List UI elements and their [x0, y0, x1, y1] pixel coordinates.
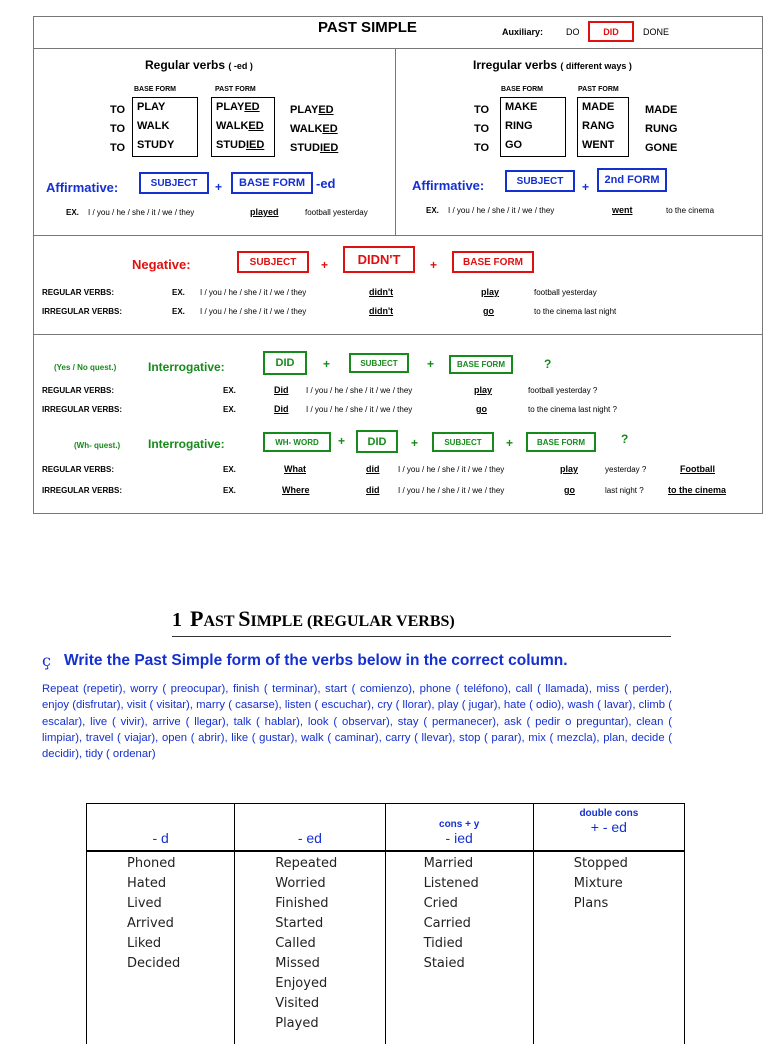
yesno-label: Interrogative:	[148, 360, 225, 374]
aux-done: DONE	[643, 27, 670, 37]
wh-label: Interrogative:	[148, 437, 225, 451]
ex-label: EX.	[426, 206, 439, 215]
row-label: REGULAR VERBS:	[42, 288, 115, 297]
aux: Did	[274, 385, 289, 395]
verb: go	[476, 404, 487, 414]
wh-base-form-box: BASE FORM	[526, 432, 596, 452]
column-header: - d	[87, 804, 235, 852]
wh-did-box: DID	[356, 430, 398, 453]
ex-label: EX.	[172, 288, 185, 297]
wh-prefix: (Wh- quest.)	[74, 441, 121, 450]
aux: did	[366, 485, 380, 495]
example-verb: went	[612, 205, 633, 215]
verb: play	[481, 287, 500, 297]
exercise-title: 1 PAST SIMPLE (REGULAR VERBS)	[172, 606, 455, 631]
negative-base-form-box: BASE FORM	[452, 251, 534, 273]
row-label: IRREGULAR VERBS:	[42, 405, 123, 414]
divider	[395, 48, 396, 235]
regular-base-form-box: BASE FORM	[231, 172, 313, 194]
answer: to the cinema	[668, 485, 727, 495]
irregular-base-label: BASE FORM	[501, 86, 543, 93]
regular-subject-box: SUBJECT	[139, 172, 209, 194]
irregular-past-box: MADE RANG WENT	[577, 97, 629, 157]
auxiliary-label: Auxiliary:	[502, 27, 544, 37]
row-label: IRREGULAR VERBS:	[42, 307, 123, 316]
irregular-base-box: MAKE RING GO	[500, 97, 566, 157]
yesno-subject-box: SUBJECT	[349, 353, 409, 373]
wh-word: Where	[282, 485, 310, 495]
column-header: cons + y - ied	[385, 804, 533, 852]
divider	[33, 235, 763, 236]
pronouns: I / you / he / she / it / we / they	[200, 288, 307, 297]
plus-sign: +	[323, 357, 331, 371]
aux: did	[366, 464, 380, 474]
regular-affirmative-label: Affirmative:	[46, 180, 119, 195]
answer-table	[86, 803, 685, 1044]
irregular-title: Irregular verbs ( different ways )	[473, 58, 632, 72]
wh-word: What	[284, 464, 306, 474]
plus-sign: +	[215, 180, 223, 194]
row-label: IRREGULAR VERBS:	[42, 486, 123, 495]
to-column: TO TO TO	[474, 104, 490, 154]
regular-participle-column: PLAYED WALKED STUDIED	[290, 104, 339, 154]
rest: football yesterday	[534, 288, 597, 297]
pronouns: I / you / he / she / it / we / they	[448, 206, 555, 215]
pronouns: I / you / he / she / it / we / they	[306, 386, 413, 395]
question-mark: ?	[621, 432, 629, 446]
yesno-prefix: (Yes / No quest.)	[54, 363, 117, 372]
table-header-row	[87, 804, 685, 852]
rest: football yesterday ?	[528, 386, 598, 395]
column-header: - ed	[235, 804, 385, 852]
pronouns: I / you / he / she / it / we / they	[398, 486, 505, 495]
irregular-affirmative-label: Affirmative:	[412, 178, 485, 193]
negative-label: Negative:	[132, 257, 191, 272]
irregular-subject-box: SUBJECT	[505, 170, 575, 192]
ex-label: EX.	[223, 386, 236, 395]
title-rule	[172, 636, 671, 637]
rest: yesterday ?	[605, 465, 647, 474]
plus-sign: +	[321, 258, 329, 272]
negative-subject-box: SUBJECT	[237, 251, 309, 273]
table-body-row	[87, 851, 685, 1044]
ex-label: EX.	[223, 465, 236, 474]
ex-label: EX.	[66, 208, 79, 217]
column-ied-cell: Married Listened Cried Carried Tidied Staied	[385, 851, 533, 1044]
aux: Did	[274, 404, 289, 414]
column-ed-cell: Repeated Worried Finished Started Called Missed Enjoyed Visited Played	[235, 851, 385, 1044]
wh-subject-box: SUBJECT	[432, 432, 494, 452]
regular-past-box: PLAYED WALKED STUDIED	[211, 97, 275, 157]
plus-sign: +	[430, 258, 438, 272]
verb: play	[560, 464, 579, 474]
verb-list: Repeat (repetir), worry ( preocupar), finish ( terminar), start ( comienzo), phone ( teléfono), call ( llamada), miss ( perder), enjoy (disfrutar), visit ( visitar), marry ( casarse), listen ( escuchar), cry ( llorar), play ( jugar), hate ( odio), wash ( lavar), climb ( escalar), live ( vivir), arrive ( llegar), talk ( hablar), look ( observar), stay ( permanecer), ask ( pedir o preguntar), clean ( limpiar), travel ( viajar), open ( abrir), like ( gustar), walk ( caminar), carry ( llevar), stop ( parar), mix ( mezcla), plan, decide ( decidir), tidy ( ordenar)	[42, 683, 672, 761]
irregular-participle-column: MADE RUNG GONE	[645, 104, 678, 154]
plus-sign: +	[506, 436, 514, 450]
row-label: REGULAR VERBS:	[42, 386, 115, 395]
aux-do: DO	[566, 27, 580, 37]
bullet-icon: ç	[42, 651, 51, 670]
regular-suffix: -ed	[316, 176, 336, 191]
plus-sign: +	[411, 436, 419, 450]
example-rest: football yesterday	[305, 208, 368, 217]
rest: to the cinema last night ?	[528, 405, 617, 414]
divider	[33, 48, 763, 49]
irregular-second-form-box: 2nd FORM	[597, 168, 667, 192]
negative-didnt-box: DIDN'T	[343, 246, 415, 273]
answer: Football	[680, 464, 715, 474]
verb: go	[483, 306, 494, 316]
plus-sign: +	[427, 357, 435, 371]
irregular-past-label: PAST FORM	[578, 86, 619, 93]
ex-label: EX.	[223, 405, 236, 414]
aux-did-box: DID	[588, 21, 634, 42]
plus-sign: +	[582, 180, 590, 194]
verb: play	[474, 385, 493, 395]
ex-label: EX.	[223, 486, 236, 495]
column-d-cell: Phoned Hated Lived Arrived Liked Decided	[87, 851, 235, 1044]
plus-sign: +	[338, 434, 346, 448]
column-header: double cons + - ed	[533, 804, 684, 852]
exercise-instruction: Write the Past Simple form of the verbs below in the correct column.	[64, 652, 568, 669]
rest: to the cinema last night	[534, 307, 617, 316]
column-double-cons-cell: Stopped Mixture Plans	[533, 851, 684, 1044]
aux: didn't	[369, 306, 394, 316]
wh-word-box: WH- WORD	[263, 432, 331, 452]
regular-past-label: PAST FORM	[215, 86, 256, 93]
example-rest: to the cinema	[666, 206, 715, 215]
row-label: REGULAR VERBS:	[42, 465, 115, 474]
to-column: TO TO TO	[110, 104, 126, 154]
pronouns: I / you / he / she / it / we / they	[200, 307, 307, 316]
regular-base-label: BASE FORM	[134, 86, 176, 93]
rest: last night ?	[605, 486, 644, 495]
yesno-did-box: DID	[263, 351, 307, 375]
regular-base-box: PLAY WALK STUDY	[132, 97, 198, 157]
aux: didn't	[369, 287, 394, 297]
example-verb: played	[250, 207, 279, 217]
pronouns: I / you / he / she / it / we / they	[306, 405, 413, 414]
question-mark: ?	[544, 357, 552, 371]
yesno-base-form-box: BASE FORM	[449, 355, 513, 374]
ex-label: EX.	[172, 307, 185, 316]
pronouns: I / you / he / she / it / we / they	[398, 465, 505, 474]
regular-title: Regular verbs ( -ed )	[145, 58, 253, 72]
divider	[33, 334, 763, 335]
pronouns: I / you / he / she / it / we / they	[88, 208, 195, 217]
chart-title: PAST SIMPLE	[318, 19, 417, 36]
verb: go	[564, 485, 575, 495]
